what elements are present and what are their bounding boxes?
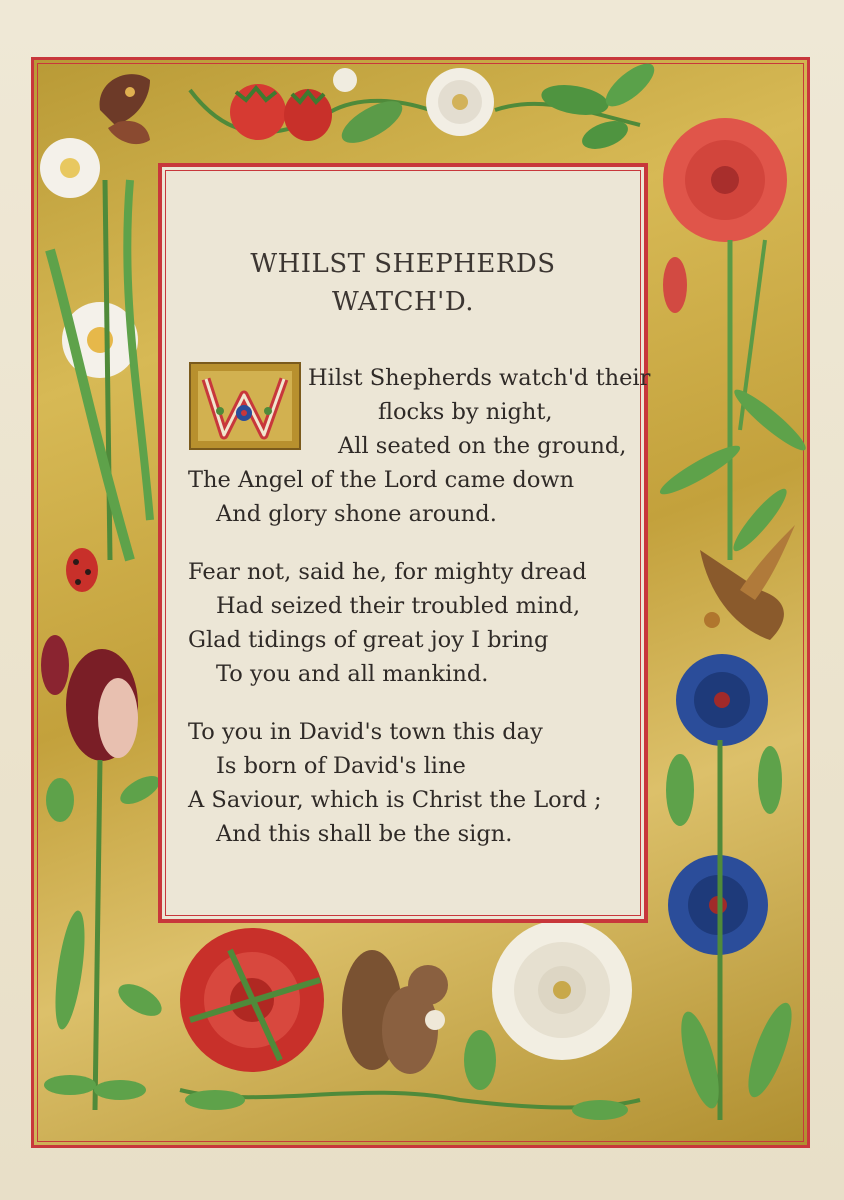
verse-line: The Angel of the Lord came down xyxy=(188,467,575,493)
stanza-divider xyxy=(188,691,628,715)
title-line-2: WATCH'D. xyxy=(331,287,475,317)
narcissus-icon xyxy=(40,138,150,560)
white-rose-icon xyxy=(492,920,632,1060)
poem-title xyxy=(162,245,644,321)
verse-line: And glory shone around. xyxy=(216,501,497,527)
verse-line: Is born of David's line xyxy=(216,753,466,779)
verse-line: flocks by night, xyxy=(378,399,553,425)
verse-line: To you in David's town this day xyxy=(188,719,543,745)
verse-line: A Saviour, which is Christ the Lord ; xyxy=(188,787,602,813)
cornflower-icon xyxy=(666,654,800,1120)
verse-line: Had seized their troubled mind, xyxy=(216,593,581,619)
carnation-icon xyxy=(656,118,811,560)
butterfly-icon xyxy=(100,74,150,144)
tulip-icon xyxy=(41,635,138,1110)
poem-body xyxy=(188,361,651,851)
verse-line: Fear not, said he, for mighty dread xyxy=(188,559,587,585)
verse-line: And this shall be the sign. xyxy=(216,821,513,847)
text-panel xyxy=(158,163,651,923)
verse-line: Glad tidings of great joy I bring xyxy=(188,627,549,653)
strawberry-icon xyxy=(190,84,430,151)
verse-line: To you and all mankind. xyxy=(216,661,489,687)
pea-pod-icon xyxy=(44,770,167,1100)
title-line-1: WHILST SHEPHERDS xyxy=(250,249,556,279)
ladybird-icon xyxy=(66,548,98,592)
verse-line: Hilst Shepherds watch'd their xyxy=(308,365,651,391)
verse-line: All seated on the ground, xyxy=(338,433,627,459)
stanza-divider xyxy=(188,531,628,555)
squirrel-icon xyxy=(342,950,448,1074)
